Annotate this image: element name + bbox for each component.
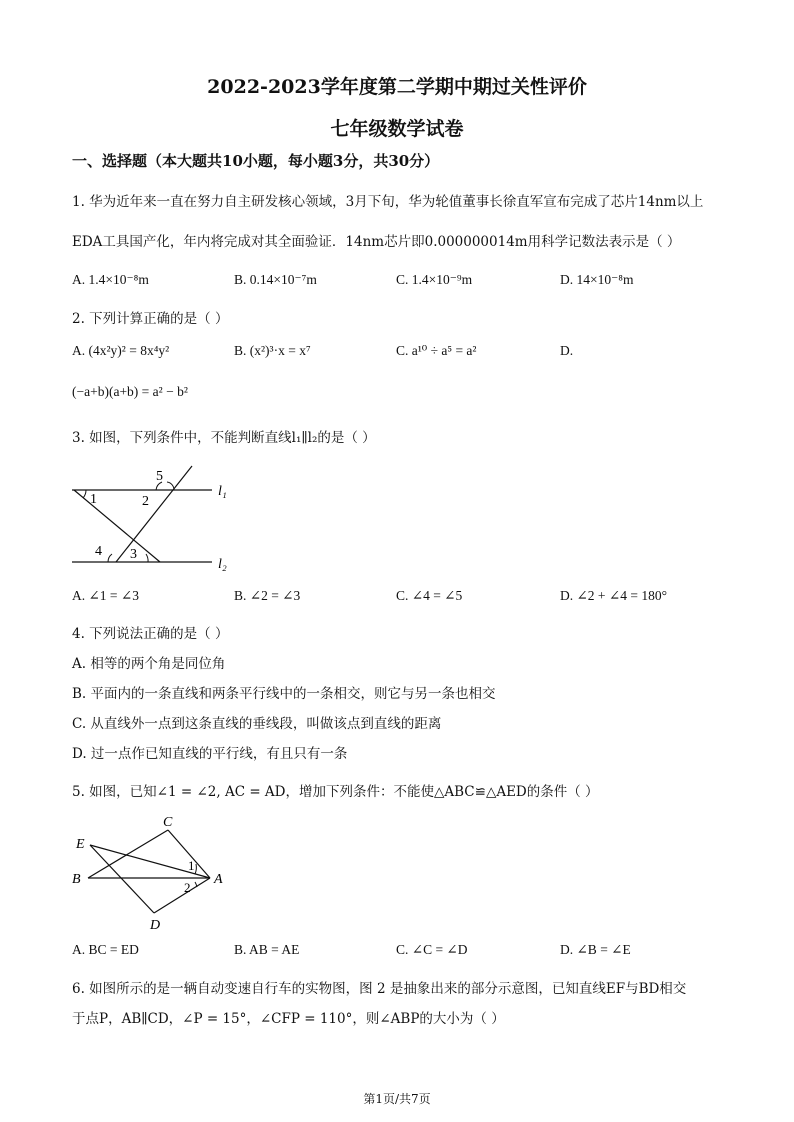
- q4-option-a: A. 相等的两个角是同位角: [72, 656, 226, 672]
- q2-option-d: D.: [560, 343, 574, 358]
- segment-ed: [90, 845, 154, 913]
- q2-option-d-expression: (−a+b)(a+b) = a² − b²: [72, 384, 188, 399]
- fig5-label-b: B: [72, 872, 81, 887]
- q1-line2: EDA工具国产化，年内将完成对其全面验证．14nm芯片即0.000000014m用科学记数法表示是（ ）: [72, 234, 681, 250]
- angle-arc-5: [167, 482, 174, 490]
- angle-arc-1: [195, 864, 196, 874]
- q1-option-b: B. 0.14×10⁻⁷m: [234, 272, 317, 287]
- q1-option-a: A. 1.4×10⁻⁸m: [72, 272, 149, 287]
- q1-option-c: C. 1.4×10⁻⁹m: [396, 272, 473, 287]
- angle-arc-4: [108, 554, 112, 562]
- fig3-label-l2: l₂: [218, 557, 227, 572]
- q2-option-b: B. (x²)³·x = x⁷: [234, 343, 311, 358]
- q4-option-d: D. 过一点作已知直线的平行线，有且只有一条: [72, 746, 348, 762]
- q3-option-d: D. ∠2 + ∠4 = 180°: [560, 588, 667, 603]
- q3-figure: [60, 458, 260, 578]
- page-number: 第1页/共7页: [363, 1092, 431, 1106]
- q6-line1: 6. 如图所示的是一辆自动变速自行车的实物图，图 2 是抽象出来的部分示意图，已知直线EF与BD相交: [72, 981, 687, 997]
- q3-option-b: B. ∠2 = ∠3: [234, 588, 301, 603]
- transversal-right: [116, 466, 192, 562]
- fig3-label-3: 3: [130, 547, 137, 562]
- q2-stem: 2. 下列计算正确的是（ ）: [72, 311, 229, 327]
- q1-option-d: D. 14×10⁻⁸m: [560, 272, 634, 287]
- fig5-label-1: 1: [188, 858, 195, 873]
- q5-option-d: D. ∠B = ∠E: [560, 942, 631, 957]
- fig3-label-l1: l₁: [218, 484, 227, 499]
- q5-stem: 5. 如图，已知∠1 = ∠2, AC = AD，增加下列条件：不能使△ABC≌△AED的条件（ ）: [72, 784, 599, 800]
- section-heading: 一、选择题（本大题共10小题，每小题3分，共30分）: [72, 152, 440, 170]
- angle-arc-3: [146, 554, 148, 562]
- exam-title: 2022-2023学年度第二学期中期过关性评价: [207, 76, 587, 98]
- q5-option-c: C. ∠C = ∠D: [396, 942, 468, 957]
- fig5-label-e: E: [76, 837, 85, 852]
- q5-option-a: A. BC = ED: [72, 942, 139, 957]
- segment-da: [154, 878, 210, 913]
- q5-option-b: B. AB = AE: [234, 942, 300, 957]
- q4-stem: 4. 下列说法正确的是（ ）: [72, 626, 229, 642]
- q3-option-a: A. ∠1 = ∠3: [72, 588, 139, 603]
- q3-option-c: C. ∠4 = ∠5: [396, 588, 463, 603]
- segment-bc: [88, 830, 168, 878]
- fig3-label-5: 5: [156, 469, 163, 484]
- angle-arc-1: [83, 490, 86, 498]
- fig3-label-2: 2: [142, 494, 149, 509]
- q2-option-a: A. (4x²y)² = 8x⁴y²: [72, 343, 170, 358]
- fig3-label-1: 1: [90, 492, 97, 507]
- q4-option-b: B. 平面内的一条直线和两条平行线中的一条相交，则它与另一条也相交: [72, 686, 496, 702]
- q2-option-c: C. a¹⁰ ÷ a⁵ = a²: [396, 343, 477, 358]
- fig5-label-c: C: [163, 815, 173, 830]
- fig3-label-4: 4: [95, 544, 102, 559]
- fig5-label-a: A: [214, 872, 223, 887]
- q5-figure: [68, 810, 238, 935]
- exam-subtitle: 七年级数学试卷: [330, 118, 464, 140]
- fig5-label-2: 2: [184, 880, 191, 895]
- q4-option-c: C. 从直线外一点到这条直线的垂线段，叫做该点到直线的距离: [72, 716, 442, 732]
- fig5-label-d: D: [150, 918, 161, 933]
- q3-stem: 3. 如图，下列条件中，不能判断直线l₁∥l₂的是（ ）: [72, 430, 376, 446]
- q6-line2: 于点P，AB∥CD，∠P = 15°，∠CFP = 110°，则∠ABP的大小为（ ）: [72, 1011, 505, 1027]
- q1-line1: 1. 华为近年来一直在努力自主研发核心领域，3月下旬，华为轮值董事长徐直军宣布完成了芯片14nm以上: [72, 194, 704, 210]
